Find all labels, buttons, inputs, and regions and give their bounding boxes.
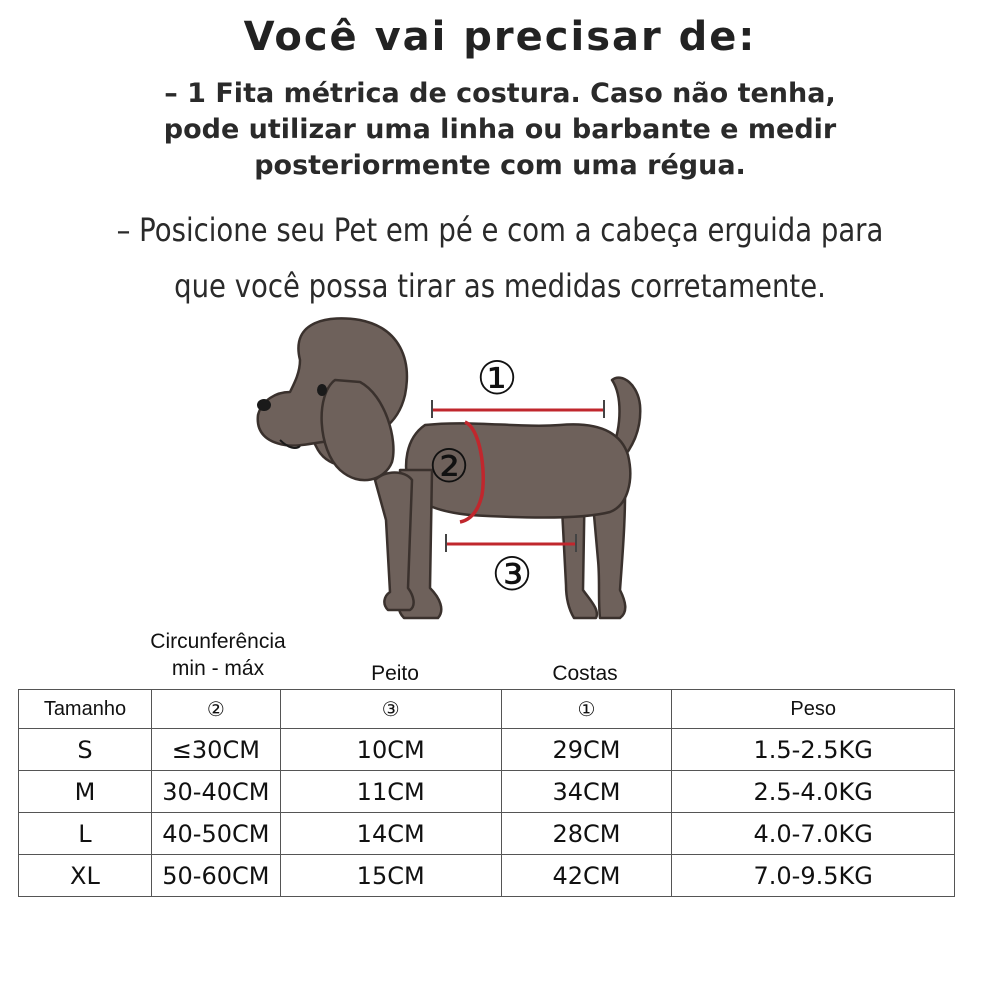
size-cell: L (19, 813, 152, 855)
intro-line: posteriormente com uma régua. (254, 150, 746, 181)
back-cell: 42CM (501, 855, 672, 897)
chest-cell: 10CM (280, 729, 501, 771)
circumference-cell: ≤30CM (151, 729, 280, 771)
circumference-cell: 50-60CM (151, 855, 280, 897)
instruction-line: que você possa tirar as medidas corretamente. (174, 267, 826, 305)
instruction-line: – Posicione seu Pet em pé e com a cabeça erguida para (116, 211, 884, 249)
marker-1: ① (476, 351, 518, 405)
circumference-header-line1: Circunferência (150, 630, 286, 653)
chest-cell: 14CM (280, 813, 501, 855)
column-header-size: Tamanho (19, 690, 152, 729)
size-cell: M (19, 771, 152, 813)
table-row (19, 771, 955, 813)
circumference-cell: 30-40CM (151, 771, 280, 813)
dog-measurement-diagram (0, 310, 1000, 640)
marker-3: ③ (491, 547, 533, 601)
size-cell: XL (19, 855, 152, 897)
instruction-text (70, 202, 930, 314)
size-table (18, 689, 955, 897)
chest-cell: 15CM (280, 855, 501, 897)
chest-cell: 11CM (280, 771, 501, 813)
costas-header: Costas (552, 662, 618, 685)
intro-line: – 1 Fita métrica de costura. Caso não tenha, (164, 78, 836, 109)
table-row (19, 855, 955, 897)
circumference-cell: 40-50CM (151, 813, 280, 855)
circumference-header-line2: min - máx (171, 657, 265, 680)
back-cell: 34CM (501, 771, 672, 813)
back-length-line (432, 400, 604, 418)
column-header-back: ① (501, 690, 672, 729)
weight-cell: 2.5-4.0KG (672, 771, 955, 813)
table-row (19, 729, 955, 771)
intro-text (0, 76, 1000, 184)
back-cell: 29CM (501, 729, 672, 771)
table-row (19, 813, 955, 855)
back-cell: 28CM (501, 813, 672, 855)
page-title: Você vai precisar de: (243, 14, 757, 60)
circumference-header (130, 628, 306, 682)
marker-2: ② (428, 439, 470, 493)
weight-cell: 1.5-2.5KG (672, 729, 955, 771)
table-header-row (19, 690, 955, 729)
column-header-circumference: ② (151, 690, 280, 729)
size-cell: S (19, 729, 152, 771)
peito-header: Peito (371, 662, 419, 685)
weight-cell: 4.0-7.0KG (672, 813, 955, 855)
column-header-weight: Peso (672, 690, 955, 729)
column-header-chest: ③ (280, 690, 501, 729)
intro-line: pode utilizar uma linha ou barbante e medir (163, 114, 837, 145)
weight-cell: 7.0-9.5KG (672, 855, 955, 897)
